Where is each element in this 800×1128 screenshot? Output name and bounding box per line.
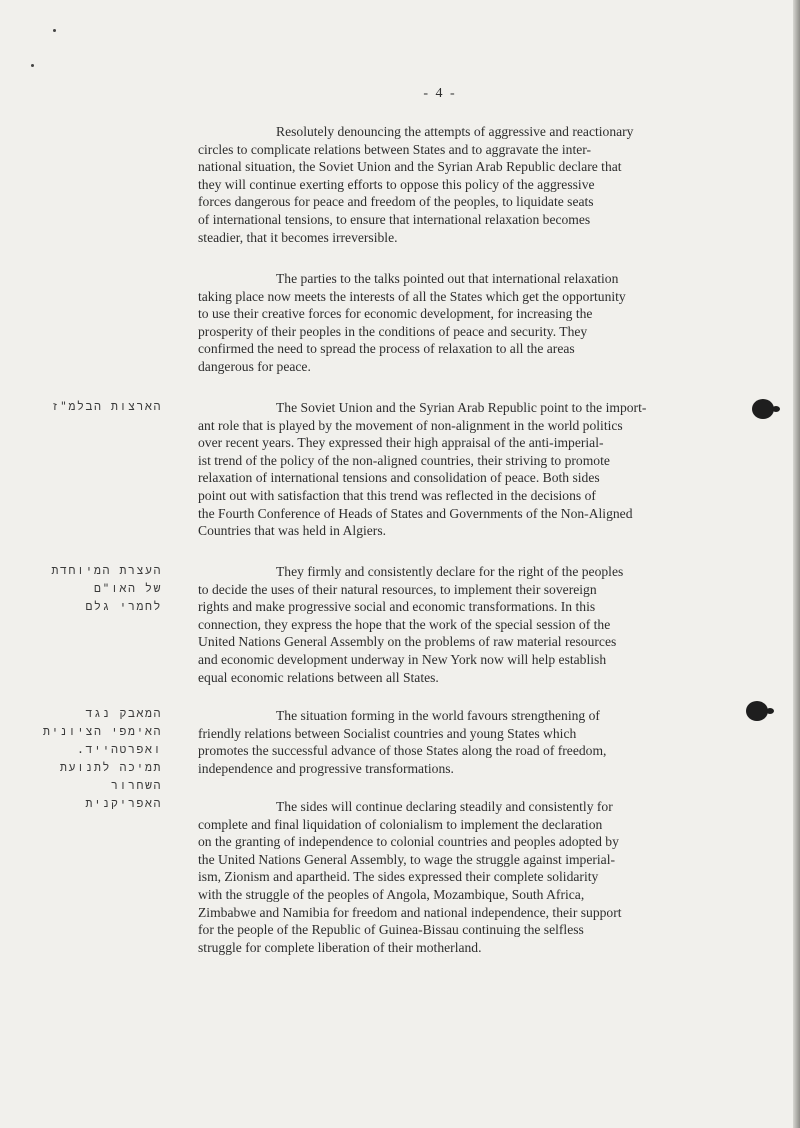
text-line: for the people of the Republic of Guinea-Bissau continuing the selfless xyxy=(198,922,584,938)
note-line: ואפרטהייד. xyxy=(76,742,162,756)
text-line: ant role that is played by the movement of non-alignment in the world politics xyxy=(198,417,623,433)
note-line: המאבק נגד xyxy=(85,706,162,720)
text-line: rights and make progressive social and economic transformations. In this xyxy=(198,599,596,615)
paragraph-6 xyxy=(198,798,766,956)
note-line: לחמרי גלם xyxy=(85,599,162,613)
text-line: The sides will continue declaring steadily and consistently for xyxy=(276,799,613,814)
note-line: האפריקנית xyxy=(85,796,162,810)
page-edge xyxy=(793,0,800,1128)
page-number: - 4 - xyxy=(423,86,457,101)
text-line: forces dangerous for peace and freedom of the peoples, to liquidate seats xyxy=(198,194,594,210)
text-line: relaxation of international tensions and consolidation of peace. Both sides xyxy=(198,470,600,486)
text-line: Countries that was held in Algiers. xyxy=(198,523,387,539)
note-line: השחרור xyxy=(110,778,162,792)
text-line: prosperity of their peoples in the conditions of peace and security. They xyxy=(198,323,588,339)
text-line: complete and final liquidation of colonialism to implement the declaration xyxy=(198,816,603,832)
text-line: connection, they express the hope that the work of the special session of the xyxy=(198,616,611,632)
text-line: taking place now meets the interests of all the States which get the opportunity xyxy=(198,288,626,304)
text-line: with the struggle of the peoples of Angola, Mozambique, South Africa, xyxy=(198,886,585,902)
text-line: equal economic relations between all States. xyxy=(198,669,439,685)
note-line: של האו"ם xyxy=(93,581,162,595)
note-line: הארצות הבלמ"ז xyxy=(51,399,162,413)
paragraph-5 xyxy=(198,707,766,777)
text-line: confirmed the need to spread the process of relaxation to all the areas xyxy=(198,341,575,357)
text-line: The Soviet Union and the Syrian Arab Republic point to the import- xyxy=(276,400,647,415)
text-line: they will continue exerting efforts to oppose this policy of the aggressive xyxy=(198,176,595,192)
paragraph-2 xyxy=(198,270,766,376)
text-line: the United Nations General Assembly, to wage the struggle against imperial- xyxy=(198,851,616,867)
margin-note-1 xyxy=(0,397,162,415)
text-line: independence and progressive transformations. xyxy=(198,760,454,776)
scan-speck xyxy=(53,29,56,32)
text-line: and economic development underway in New York now will help establish xyxy=(198,651,607,667)
text-line: point out with satisfaction that this trend was reflected in the decisions of xyxy=(198,487,596,503)
margin-note-3 xyxy=(0,704,162,812)
text-line: United Nations General Assembly on the problems of raw material resources xyxy=(198,634,617,650)
text-line: promotes the successful advance of those States along the road of freedom, xyxy=(198,743,607,759)
text-line: of international tensions, to ensure that international relaxation becomes xyxy=(198,211,591,227)
punch-hole-mark xyxy=(746,701,768,721)
note-line: האימפי הציונית xyxy=(42,724,162,738)
paragraph-4 xyxy=(198,563,766,686)
text-line: the Fourth Conference of Heads of States and Governments of the Non-Aligned xyxy=(198,505,633,521)
text-line: circles to complicate relations between States and to aggravate the inter- xyxy=(198,141,592,157)
margin-note-2 xyxy=(0,561,162,615)
text-line: ism, Zionism and apartheid. The sides expressed their complete solidarity xyxy=(198,869,599,885)
paragraph-1 xyxy=(198,123,766,246)
paragraph-3 xyxy=(198,399,766,540)
text-line: Resolutely denouncing the attempts of aggressive and reactionary xyxy=(276,124,634,139)
text-line: steadier, that it becomes irreversible. xyxy=(198,229,398,245)
text-line: ist trend of the policy of the non-aligned countries, their striving to promote xyxy=(198,452,610,468)
text-line: friendly relations between Socialist countries and young States which xyxy=(198,725,577,741)
text-line: over recent years. They expressed their high appraisal of the anti-imperial- xyxy=(198,435,604,451)
text-line: The parties to the talks pointed out that international relaxation xyxy=(276,271,619,286)
text-line: The situation forming in the world favours strengthening of xyxy=(276,708,600,723)
text-line: to decide the uses of their natural resources, to implement their sovereign xyxy=(198,581,597,597)
scan-speck xyxy=(31,64,34,67)
note-line: תמיכה לתנועת xyxy=(59,760,162,774)
text-line: dangerous for peace. xyxy=(198,358,311,374)
text-line: on the granting of independence to colonial countries and peoples adopted by xyxy=(198,834,619,850)
text-line: They firmly and consistently declare for the right of the peoples xyxy=(276,564,624,579)
text-line: struggle for complete liberation of their motherland. xyxy=(198,939,482,955)
text-line: Zimbabwe and Namibia for freedom and national independence, their support xyxy=(198,904,622,920)
punch-hole-mark xyxy=(752,399,774,419)
text-line: national situation, the Soviet Union and the Syrian Arab Republic declare that xyxy=(198,159,622,175)
text-line: to use their creative forces for economic development, for increasing the xyxy=(198,306,593,322)
note-line: העצרת המיוחדת xyxy=(51,563,162,577)
